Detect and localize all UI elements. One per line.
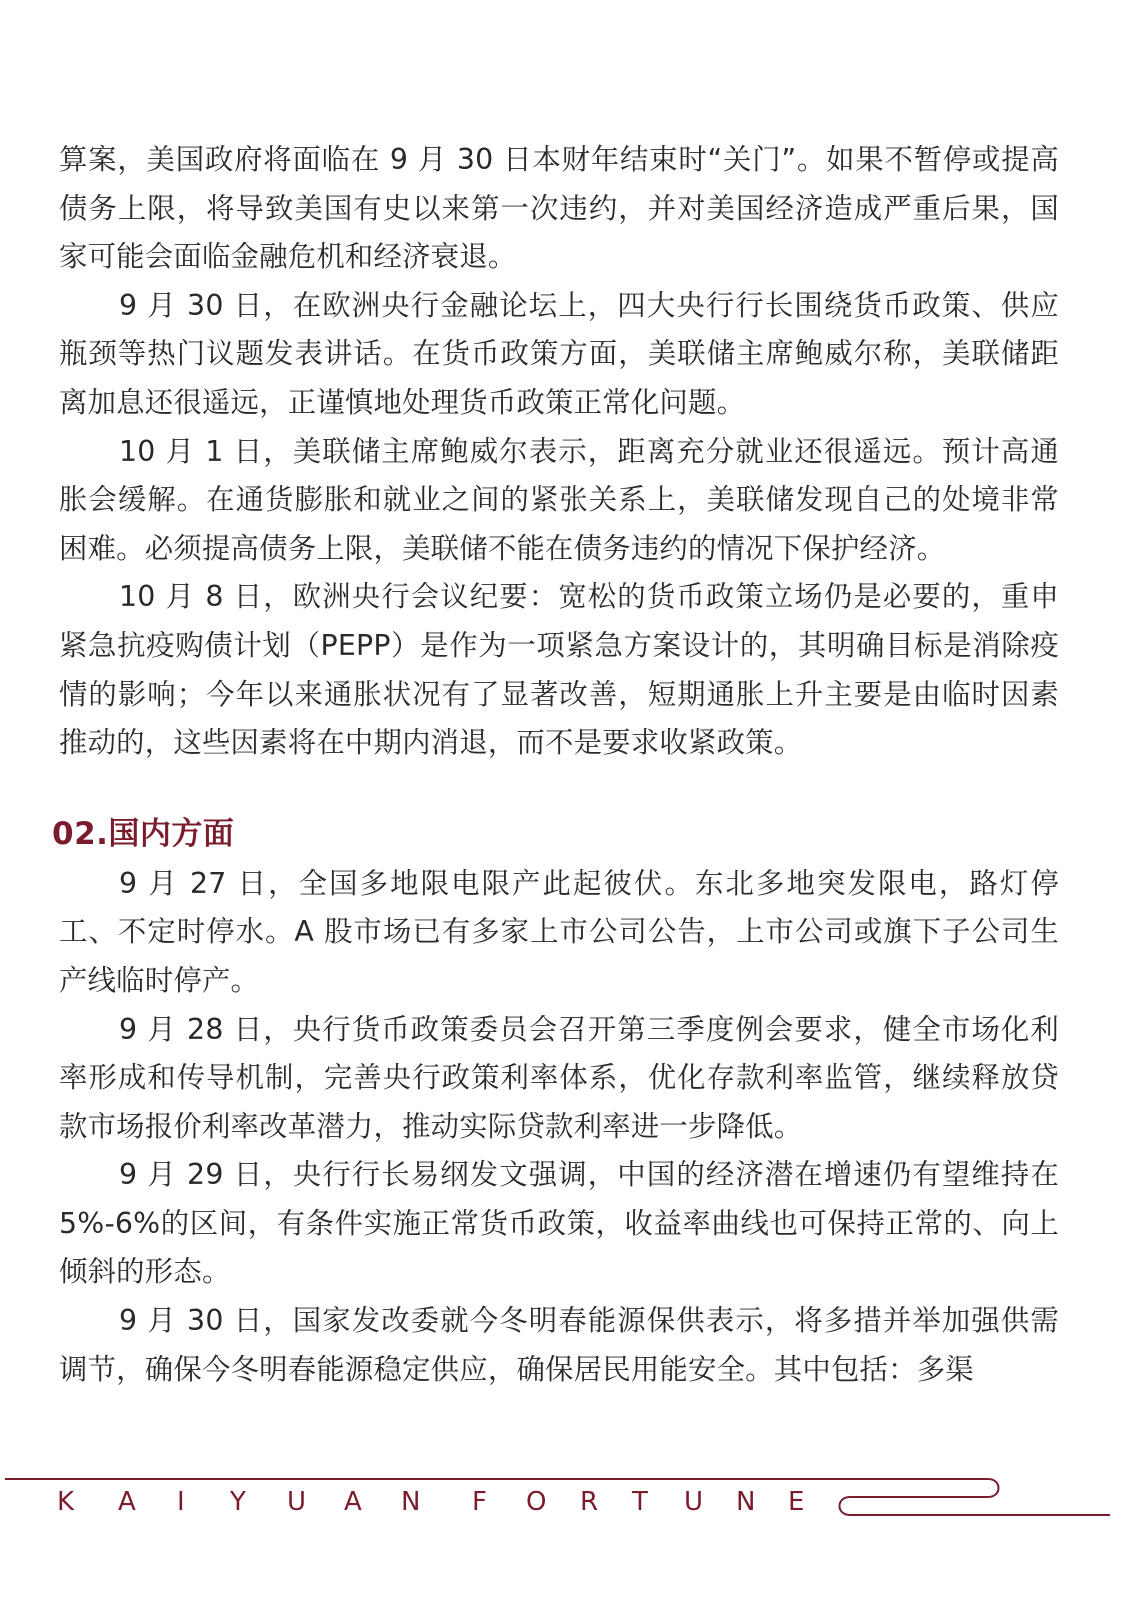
- footer-decoration: [0, 1470, 1130, 1560]
- brand-letter: U: [287, 1487, 307, 1517]
- brand-letter: E: [788, 1487, 805, 1517]
- paragraph-sep29-yi-gang: 9 月 29 日，央行行长易纲发文强调，中国的经济潜在增速仍有望维持在 5%-6%的区间，有条件实施正常货币政策，收益率曲线也可保持正常的、向上倾斜的形态。: [59, 1158, 1059, 1289]
- paragraph-sep30-ecb-forum: 9 月 30 日，在欧洲央行金融论坛上，四大央行行长围绕货币政策、供应瓶颈等热门议题发表讲话。在货币政策方面，美联储主席鲍威尔称，美联储距离加息还很遥远，正谨慎地处理货币政策正常化问题。: [59, 288, 1059, 419]
- footer-swirl-line: [840, 1479, 1111, 1515]
- paragraph-sep30-ndrc-energy: 9 月 30 日，国家发改委就今冬明春能源保供表示，将多措并举加强供需调节，确保今冬明春能源稳定供应，确保居民用能安全。其中包括：多渠: [59, 1304, 1059, 1386]
- paragraph-oct1-powell: 10 月 1 日，美联储主席鲍威尔表示，距离充分就业还很遥远。预计高通胀会缓解。在通货膨胀和就业之间的紧张关系上，美联储发现自己的处境非常困难。必须提高债务上限，美联储不能在债务违约的情况下保护经济。: [59, 434, 1059, 565]
- brand-letter: Y: [230, 1487, 246, 1517]
- footer: [0, 1470, 1130, 1560]
- brand-letter: K: [57, 1487, 75, 1517]
- brand-letter: R: [580, 1487, 599, 1517]
- section-heading-domestic: 02.国内方面: [52, 815, 235, 852]
- brand-letter: N: [736, 1487, 756, 1517]
- brand-letter: A: [344, 1487, 362, 1517]
- brand-letter: A: [118, 1487, 136, 1517]
- brand-letter: O: [526, 1487, 547, 1517]
- brand-letter: U: [684, 1487, 704, 1517]
- continued-paragraph: 算案，美国政府将面临在 9 月 30 日本财年结束时“关门”。如果不暂停或提高债务上限，将导致美国有史以来第一次违约，并对美国经济造成严重后果，国家可能会面临金融危机和经济衰退。: [59, 143, 1059, 274]
- brand-letter: F: [472, 1487, 487, 1517]
- paragraph-sep28-pboc-meeting: 9 月 28 日，央行货币政策委员会召开第三季度例会要求，健全市场化利率形成和传导机制，完善央行政策利率体系，优化存款利率监管，继续释放贷款市场报价利率改革潜力，推动实际贷款利率进一步降低。: [59, 1012, 1059, 1143]
- brand-letter: T: [632, 1487, 648, 1517]
- brand-letter: I: [177, 1487, 185, 1517]
- paragraph-oct8-ecb-minutes: 10 月 8 日，欧洲央行会议纪要：宽松的货币政策立场仍是必要的，重申紧急抗疫购债计划（PEPP）是作为一项紧急方案设计的，其明确目标是消除疫情的影响；今年以来通胀状况有了显著改善，短期通胀上升主要是由临时因素推动的，这些因素将在中期内消退，而不是要求收紧政策。: [59, 580, 1059, 760]
- document-body: [52, 136, 1059, 1394]
- brand-letter: N: [401, 1487, 421, 1517]
- paragraph-sep27-power-limits: 9 月 27 日，全国多地限电限产此起彼伏。东北多地突发限电，路灯停工、不定时停水。A 股市场已有多家上市公司公告，上市公司或旗下子公司生产线临时停产。: [59, 866, 1059, 997]
